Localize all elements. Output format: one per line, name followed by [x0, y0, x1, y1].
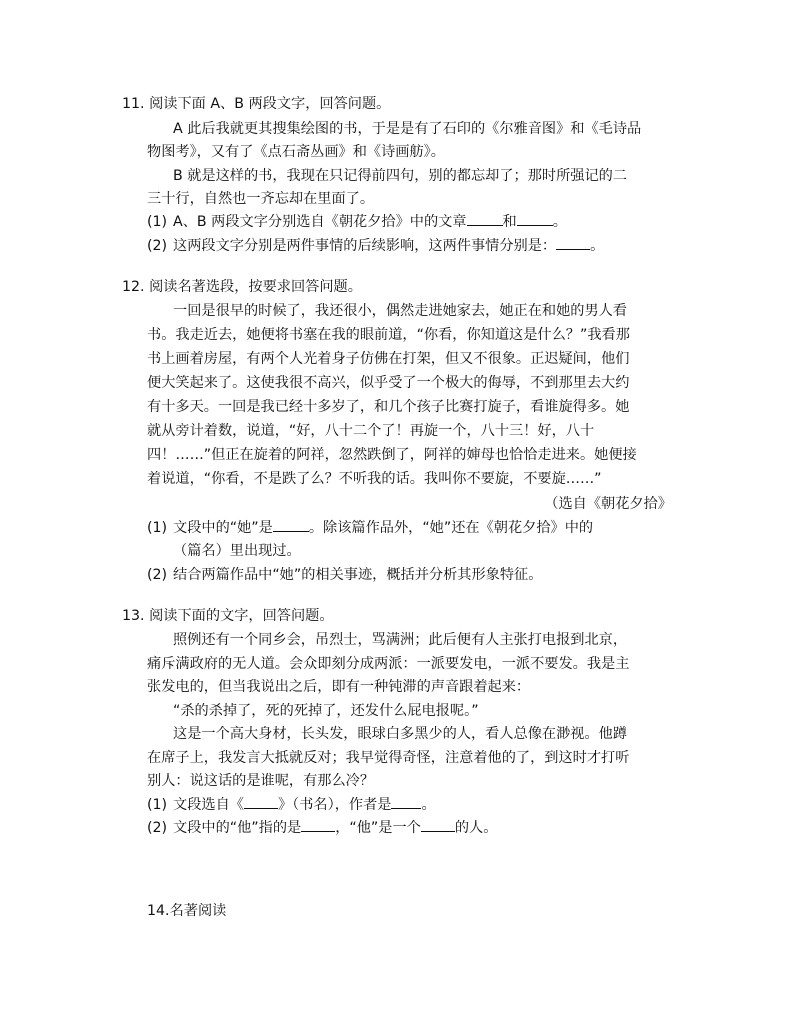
q11-sub1-text-a: A、B 两段文字分别选自《朝花夕拾》中的文章: [173, 214, 467, 230]
q12-sub1-text-a: 文段中的“她”是: [173, 520, 273, 536]
q12-sub2: [147, 564, 542, 586]
q13-sub1-number: (1): [147, 797, 168, 813]
q13-sub2-blank-1[interactable]: [301, 817, 335, 832]
q12-passage-line: 便大笑起来了。这使我很不高兴，似乎受了一个极大的侮辱，不到那里去大约: [147, 375, 630, 391]
q12-passage-line: 四！……”但正在旋着的阿祥，忽然跌倒了，阿祥的婶母也恰恰走进来。她便接: [147, 447, 637, 463]
q13-sub1-blank-2[interactable]: [391, 794, 421, 809]
q12-sub1-blank[interactable]: [273, 517, 309, 532]
q11-sub1-blank-2[interactable]: [517, 211, 553, 226]
q13-sub2-number: (2): [147, 820, 168, 836]
q13-sub1: [147, 794, 436, 816]
q12-passage-line: 书。我走近去，她便将书塞在我的眼前道，“你看，你知道这是什么？”我看那: [147, 327, 630, 343]
q14-title: 14.名著阅读: [147, 903, 227, 919]
q13-sub2: [147, 817, 497, 839]
q13-sub1-text-a: 文段选自《: [173, 797, 244, 813]
q11-sub2-number: (2): [147, 238, 168, 254]
q13-sub2-text-c: 的人。: [454, 820, 498, 836]
q11-sub2-text-a: 这两段文字分别是两件事情的后续影响，这两件事情分别是：: [173, 238, 557, 254]
q12-passage-line: 就从旁计着数，说道，“好，八十二个了！再旋一个，八十三！好，八十: [147, 423, 595, 439]
q12-passage-line: 一回是很早的时候了，我还很小，偶然走进她家去，她正在和她的男人看: [173, 303, 628, 319]
q13-sub1-text-c: 。: [421, 797, 436, 813]
q11-passage-a-line2: 物图考》，又有了《点石斋丛画》和《诗画舫》。: [147, 144, 445, 160]
q12-passage-line: 有十多天。一回是我已经十多岁了，和几个孩子比赛打旋子，看谁旋得多。她: [147, 399, 630, 415]
q13-passage-line: 别人：说这话的是谁呢，有那么冷？: [147, 773, 375, 789]
q12-source: （选自《朝花夕拾》: [544, 496, 672, 512]
q12-sub1: [147, 517, 593, 539]
q11-sub1-blank-1[interactable]: [467, 211, 503, 226]
q12-sub2-text: 结合两篇作品中“她”的相关事迹，概括并分析其形象特征。: [173, 567, 543, 583]
q11-passage-b-line1: B 就是这样的书，我现在只记得前四句，别的都忘却了；那时所强记的二: [173, 168, 628, 184]
q11-sub1-text-c: 。: [552, 214, 567, 230]
q12-sub1-text-b: 。除该篇作品外，“她”还在《朝花夕拾》中的: [308, 520, 594, 536]
q12-passage-line: 书上画着房屋，有两个人光着身子仿佛在打架，但又不很象。正迟疑间，他们: [147, 351, 630, 367]
q11-sub2-blank[interactable]: [556, 235, 590, 250]
q13-passage-line: “杀的杀掉了，死的死掉了，还发什么屁电报呢。”: [173, 703, 479, 719]
q11-passage-a-text1: A 此后我就更其搜集绘图的书，于是是有了石印的《尔雅音图》和《毛诗品: [173, 121, 642, 137]
q13-sub2-text-a: 文段中的“他”指的是: [173, 820, 302, 836]
q11-passage-b-line2: 三十行，自然也一齐忘却在里面了。: [147, 191, 375, 207]
q11-sub2-text-b: 。: [590, 238, 605, 254]
q13-passage-line: 这是一个高大身材，长头发，眼球白多黑少的人，看人总像在渺视。他蹲: [173, 726, 628, 742]
q13-sub1-blank-1[interactable]: [244, 794, 278, 809]
q12-title: 12. 阅读名著选段，按要求回答问题。: [122, 279, 362, 295]
q13-sub1-text-b: 》（书名），作者是: [277, 797, 392, 813]
q13-passage-line: 照例还有一个同乡会，吊烈士，骂满洲；此后便有人主张打电报到北京，: [173, 632, 628, 648]
q12-passage-line: 着说道，“你看，不是跌了么？不听我的话。我叫你不要旋，不要旋……”: [147, 471, 602, 487]
q11-passage-a-line1: [173, 118, 650, 140]
q13-passage-line: 张发电的，但当我说出之后，即有一种钝滞的声音跟着起来：: [147, 679, 531, 695]
q13-title: 13. 阅读下面的文字，回答问题。: [122, 608, 334, 624]
q11-sub1-number: (1): [147, 214, 168, 230]
q13-passage-line: 在席子上，我发言大抵就反对；我早觉得奇怪，注意着他的了，到这时才打听: [147, 750, 630, 766]
q11-sub1: [147, 211, 567, 233]
q12-sub1-line2: （篇名）里出现过。: [173, 543, 301, 559]
q12-sub2-number: (2): [147, 567, 168, 583]
q11-sub2: [147, 235, 604, 257]
q12-sub1-number: (1): [147, 520, 168, 536]
q13-sub2-text-b: ，“他”是一个: [335, 820, 421, 836]
q13-sub2-blank-2[interactable]: [421, 817, 455, 832]
q11-title: 11. 阅读下面 A、B 两段文字，回答问题。: [122, 96, 391, 112]
q13-passage-line: 痛斥满政府的无人道。会众即刻分成两派：一派要发电，一派不要发。我是主: [147, 656, 630, 672]
q11-sub1-text-b: 和: [502, 214, 517, 230]
